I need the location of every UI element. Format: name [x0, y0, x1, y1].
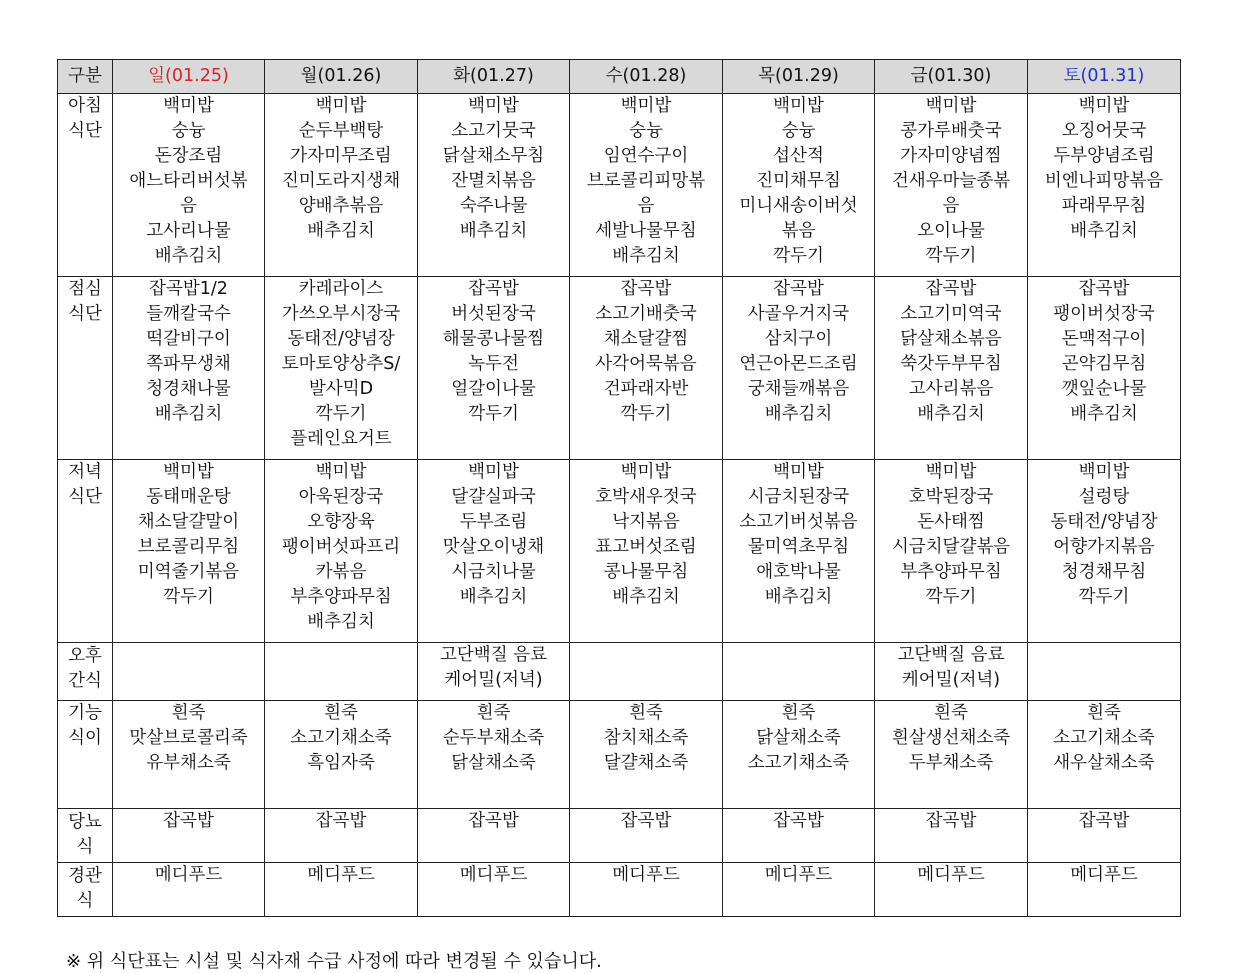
- menu-item: 고사리볶음: [908, 379, 994, 399]
- menu-cell-dinner-day2: [418, 460, 570, 643]
- menu-item: 백미밥: [773, 96, 824, 116]
- menu-item: 순두부백탕: [298, 121, 384, 141]
- menu-item: 섭산적: [773, 146, 824, 166]
- menu-item: 콩나물무침: [603, 562, 689, 582]
- menu-item: 가자미양념찜: [900, 146, 1002, 166]
- menu-item: 잡곡밥: [773, 279, 824, 299]
- menu-item: 해물콩나물찜: [442, 329, 545, 349]
- menu-cell-snack-day4: [723, 643, 875, 701]
- menu-item: 동태전/양념장: [1050, 512, 1158, 532]
- menu-item: 잡곡밥1/2: [149, 279, 228, 299]
- menu-cell-diab-day0: [113, 809, 265, 863]
- menu-item: 설렁탕: [1078, 487, 1130, 507]
- menu-item: 파래무무침: [1061, 196, 1147, 216]
- menu-item: 오징어뭇국: [1061, 121, 1147, 141]
- menu-item: 세발나물무침: [595, 221, 697, 241]
- menu-item: 깍두기: [468, 404, 519, 424]
- menu-item: 배추김치: [459, 587, 528, 607]
- row-label-snack: [58, 643, 113, 701]
- menu-item: 어향가지볶음: [1053, 537, 1155, 557]
- menu-cell-diab-day4: [723, 809, 875, 863]
- menu-item: 백미밥: [1078, 96, 1130, 116]
- menu-item: 잡곡밥: [620, 279, 672, 299]
- menu-item: 잡곡밥: [468, 279, 519, 299]
- menu-item: 잡곡밥: [925, 811, 977, 831]
- menu-item: 백미밥: [468, 96, 519, 116]
- menu-item: 깍두기: [315, 404, 367, 424]
- menu-item: 케어밀(저녁): [444, 670, 543, 690]
- menu-item: 소고기채소죽: [1053, 728, 1155, 748]
- menu-item: 흰죽: [324, 703, 358, 723]
- menu-cell-func-day4: [723, 701, 875, 809]
- menu-item: 동태매운탕: [146, 487, 231, 507]
- day-header-sat: 토(01.31): [1028, 60, 1181, 94]
- menu-cell-tube-day1: [265, 863, 418, 917]
- menu-item: 브로콜리피망볶: [586, 171, 706, 191]
- weekly-menu-table: [57, 59, 1181, 917]
- menu-cell-breakfast-day4: [723, 94, 875, 277]
- menu-item: 양배추볶음: [298, 196, 384, 216]
- menu-item: 물미역초무침: [747, 537, 850, 557]
- menu-cell-snack-day2: [418, 643, 570, 701]
- menu-item: 낙지볶음: [612, 512, 680, 532]
- menu-item: 사각어묵볶음: [595, 354, 697, 374]
- day-header-wed: 수(01.28): [570, 60, 723, 94]
- menu-item: 돈사태찜: [917, 512, 985, 532]
- menu-item: 미역줄기볶음: [137, 562, 240, 582]
- menu-cell-breakfast-day0: [113, 94, 265, 277]
- meal-row-tube: [58, 863, 1181, 917]
- menu-item: 음: [637, 196, 655, 216]
- menu-item: 숭늉: [629, 121, 663, 141]
- menu-item: 닭살채소죽: [756, 728, 841, 748]
- menu-item: 배추김치: [764, 404, 833, 424]
- menu-cell-lunch-day0: [113, 277, 265, 460]
- row-label-line: 간식: [68, 671, 102, 691]
- menu-cell-diab-day1: [265, 809, 418, 863]
- menu-cell-dinner-day3: [570, 460, 723, 643]
- menu-item: 소고기채소죽: [747, 753, 850, 773]
- menu-item: 소고기버섯볶음: [739, 512, 858, 532]
- menu-item: 닭살채소죽: [451, 753, 536, 773]
- menu-item: 잡곡밥: [1078, 279, 1130, 299]
- menu-item: 부추양파무침: [900, 562, 1002, 582]
- menu-item: 케어밀(저녁): [901, 670, 1001, 690]
- menu-item: 미니새송이버섯: [739, 196, 858, 216]
- menu-item: 메디푸드: [917, 865, 985, 885]
- menu-cell-diab-day2: [418, 809, 570, 863]
- menu-item: 두부조림: [459, 512, 528, 532]
- menu-item: 건파래자반: [603, 379, 689, 399]
- row-label-line: 식이: [68, 728, 102, 748]
- meal-row-breakfast: [58, 94, 1181, 277]
- menu-item: 녹두전: [468, 354, 519, 374]
- row-label-line: 아침: [68, 96, 102, 116]
- menu-item: 채소달걀찜: [603, 329, 689, 349]
- meal-row-snack: [58, 643, 1181, 701]
- menu-item: 건새우마늘종볶: [891, 171, 1011, 191]
- menu-item: 백미밥: [315, 96, 367, 116]
- menu-cell-lunch-day4: [723, 277, 875, 460]
- meal-row-diab: [58, 809, 1181, 863]
- menu-cell-tube-day2: [418, 863, 570, 917]
- menu-item: 배추김치: [1070, 404, 1138, 424]
- menu-item: 배추김치: [1070, 221, 1138, 241]
- menu-item: 잡곡밥: [773, 811, 824, 831]
- menu-cell-func-day2: [418, 701, 570, 809]
- menu-item: 팽이버섯파프리: [281, 537, 401, 557]
- row-label-line: 식단: [68, 121, 102, 141]
- menu-item: 두부양념조림: [1053, 146, 1155, 166]
- menu-item: 애느타리버섯볶: [129, 171, 248, 191]
- menu-cell-snack-day5: [875, 643, 1028, 701]
- menu-cell-func-day0: [113, 701, 265, 809]
- menu-item: 가쓰오부시장국: [281, 304, 401, 324]
- menu-cell-tube-day0: [113, 863, 265, 917]
- menu-item: 돈장조림: [154, 146, 223, 166]
- menu-cell-lunch-day3: [570, 277, 723, 460]
- menu-item: 백미밥: [620, 96, 672, 116]
- menu-item: 메디푸드: [764, 865, 833, 885]
- menu-item: 배추김치: [612, 587, 680, 607]
- menu-item: 들깨칼국수: [146, 304, 231, 324]
- menu-item: 비엔나피망볶음: [1044, 171, 1164, 191]
- row-label-func: [58, 701, 113, 809]
- menu-item: 깍두기: [773, 246, 824, 266]
- menu-item: 깻잎순나물: [1061, 379, 1147, 399]
- meal-row-func: [58, 701, 1181, 809]
- menu-item: 가자미무조림: [290, 146, 392, 166]
- menu-item: 잡곡밥: [620, 811, 672, 831]
- menu-item: 잡곡밥: [468, 811, 519, 831]
- day-header-thu: 목(01.29): [723, 60, 875, 94]
- menu-item: 브로콜리무침: [137, 537, 240, 557]
- menu-item: 깍두기: [925, 587, 977, 607]
- menu-item: 호박된장국: [908, 487, 994, 507]
- day-header-fri: 금(01.30): [875, 60, 1028, 94]
- menu-cell-tube-day5: [875, 863, 1028, 917]
- menu-item: 달걀채소죽: [603, 753, 689, 773]
- row-label-line: 기능: [68, 703, 102, 723]
- menu-item: 흰죽: [781, 703, 816, 723]
- menu-item: 닭살채소무침: [442, 146, 545, 166]
- menu-item: 배추김치: [307, 612, 375, 632]
- menu-item: 카레라이스: [298, 279, 384, 299]
- menu-item: 순두부채소죽: [442, 728, 545, 748]
- menu-item: 새우살채소죽: [1053, 753, 1155, 773]
- menu-item: 배추김치: [612, 246, 680, 266]
- menu-cell-lunch-day1: [265, 277, 418, 460]
- menu-item: 부추양파무침: [290, 587, 392, 607]
- menu-item: 흰죽: [171, 703, 206, 723]
- menu-item: 사골우거지국: [747, 304, 850, 324]
- menu-item: 궁채들깨볶음: [747, 379, 850, 399]
- menu-item: 백미밥: [773, 462, 824, 482]
- menu-item: 콩가루배춧국: [900, 121, 1002, 141]
- menu-item: 임연수구이: [603, 146, 689, 166]
- row-label-line: 식단: [68, 487, 102, 507]
- row-label-breakfast: [58, 94, 113, 277]
- menu-item: 배추김치: [307, 221, 375, 241]
- meal-row-lunch: [58, 277, 1181, 460]
- menu-cell-dinner-day6: [1028, 460, 1181, 643]
- footnote: ※ 위 식단표는 시설 및 식자재 수급 사정에 따라 변경될 수 있습니다.: [66, 951, 602, 972]
- menu-item: 떡갈비구이: [146, 329, 231, 349]
- menu-item: 흑임자죽: [307, 753, 375, 773]
- menu-item: 플레인요거트: [290, 429, 392, 449]
- menu-item: 흰죽: [476, 703, 511, 723]
- menu-item: 잡곡밥: [163, 811, 214, 831]
- menu-item: 버섯된장국: [451, 304, 536, 324]
- menu-item: 음: [942, 196, 960, 216]
- menu-item: 메디푸드: [154, 865, 223, 885]
- menu-cell-func-day5: [875, 701, 1028, 809]
- menu-item: 배추김치: [154, 246, 223, 266]
- menu-item: 숭늉: [171, 121, 206, 141]
- row-label-line: 경관: [68, 866, 102, 886]
- menu-item: 흰죽: [629, 703, 663, 723]
- menu-cell-diab-day6: [1028, 809, 1181, 863]
- menu-item: 소고기채소죽: [290, 728, 392, 748]
- menu-item: 흰죽: [1087, 703, 1121, 723]
- menu-item: 곤약김무침: [1061, 354, 1147, 374]
- row-label-line: 점심: [68, 279, 102, 299]
- menu-cell-dinner-day1: [265, 460, 418, 643]
- menu-cell-breakfast-day3: [570, 94, 723, 277]
- menu-item: 참치채소죽: [603, 728, 689, 748]
- menu-cell-func-day6: [1028, 701, 1181, 809]
- menu-item: 발사믹D: [308, 379, 374, 399]
- menu-item: 표고버섯조림: [595, 537, 697, 557]
- menu-item: 달걀실파국: [451, 487, 536, 507]
- menu-item: 진미도라지생채: [281, 171, 401, 191]
- menu-cell-dinner-day5: [875, 460, 1028, 643]
- menu-item: 쑥갓두부무침: [900, 354, 1002, 374]
- menu-item: 맛살브로콜리죽: [129, 728, 248, 748]
- menu-item: 배추김치: [764, 587, 833, 607]
- menu-item: 쪽파무생채: [146, 354, 231, 374]
- row-label-line: 저녁: [68, 462, 102, 482]
- row-label-line: 식: [76, 837, 94, 857]
- menu-item: 유부채소죽: [146, 753, 231, 773]
- menu-item: 배추김치: [917, 404, 985, 424]
- menu-item: 맛살오이냉채: [442, 537, 545, 557]
- menu-item: 볶음: [781, 221, 816, 241]
- menu-cell-breakfast-day2: [418, 94, 570, 277]
- menu-item: 얼갈이나물: [451, 379, 536, 399]
- menu-item: 청경채나물: [146, 379, 231, 399]
- menu-item: 백미밥: [163, 96, 214, 116]
- menu-cell-tube-day6: [1028, 863, 1181, 917]
- menu-item: 백미밥: [163, 462, 214, 482]
- menu-item: 고단백질 음료: [440, 645, 547, 665]
- menu-item: 시금치나물: [451, 562, 536, 582]
- menu-item: 백미밥: [925, 462, 977, 482]
- row-label-line: 식단: [68, 304, 102, 324]
- row-label-tube: [58, 863, 113, 917]
- menu-item: 채소달걀말이: [137, 512, 240, 532]
- menu-item: 소고기뭇국: [451, 121, 536, 141]
- menu-item: 배추김치: [154, 404, 223, 424]
- menu-item: 흰죽: [934, 703, 968, 723]
- menu-item: 음: [180, 196, 197, 216]
- menu-cell-snack-day3: [570, 643, 723, 701]
- menu-cell-lunch-day6: [1028, 277, 1181, 460]
- menu-cell-snack-day0: [113, 643, 265, 701]
- menu-item: 돈맥적구이: [1061, 329, 1147, 349]
- menu-item: 시금치된장국: [747, 487, 850, 507]
- row-label-line: 식: [76, 891, 94, 911]
- row-label-dinner: [58, 460, 113, 643]
- menu-item: 백미밥: [1078, 462, 1130, 482]
- menu-cell-lunch-day5: [875, 277, 1028, 460]
- menu-item: 메디푸드: [307, 865, 375, 885]
- menu-item: 연근아몬드조림: [739, 354, 858, 374]
- menu-cell-dinner-day4: [723, 460, 875, 643]
- menu-item: 오이나물: [917, 221, 985, 241]
- menu-item: 고사리나물: [146, 221, 231, 241]
- corner-label: 구분: [58, 60, 113, 94]
- menu-cell-breakfast-day1: [265, 94, 418, 277]
- menu-item: 잡곡밥: [315, 811, 367, 831]
- menu-item: 흰살생선채소죽: [891, 728, 1011, 748]
- menu-item: 배추김치: [459, 221, 528, 241]
- menu-item: 소고기배춧국: [595, 304, 697, 324]
- menu-item: 숭늉: [781, 121, 816, 141]
- menu-item: 깍두기: [163, 587, 214, 607]
- menu-item: 고단백질 음료: [897, 645, 1005, 665]
- menu-cell-tube-day4: [723, 863, 875, 917]
- day-header-mon: 월(01.26): [265, 60, 418, 94]
- menu-item: 백미밥: [620, 462, 672, 482]
- meal-row-dinner: [58, 460, 1181, 643]
- menu-item: 진미채무침: [756, 171, 841, 191]
- menu-item: 깍두기: [925, 246, 977, 266]
- menu-item: 깍두기: [1078, 587, 1130, 607]
- row-label-line: 당뇨: [68, 812, 102, 832]
- row-label-line: 오후: [68, 646, 102, 666]
- day-header-tue: 화(01.27): [418, 60, 570, 94]
- menu-cell-diab-day5: [875, 809, 1028, 863]
- menu-item: 애호박나물: [756, 562, 841, 582]
- menu-item: 삼치구이: [764, 329, 833, 349]
- menu-item: 토마토양상추S/: [281, 354, 401, 374]
- menu-cell-diab-day3: [570, 809, 723, 863]
- row-label-lunch: [58, 277, 113, 460]
- menu-item: 깍두기: [620, 404, 672, 424]
- menu-cell-dinner-day0: [113, 460, 265, 643]
- menu-item: 호박새우젓국: [595, 487, 697, 507]
- menu-item: 오향장육: [307, 512, 375, 532]
- menu-cell-snack-day1: [265, 643, 418, 701]
- menu-cell-snack-day6: [1028, 643, 1181, 701]
- menu-cell-lunch-day2: [418, 277, 570, 460]
- menu-item: 아욱된장국: [298, 487, 384, 507]
- menu-item: 카볶음: [315, 562, 367, 582]
- menu-item: 동태전/양념장: [287, 329, 395, 349]
- menu-cell-breakfast-day5: [875, 94, 1028, 277]
- menu-cell-func-day1: [265, 701, 418, 809]
- menu-item: 소고기미역국: [900, 304, 1002, 324]
- menu-item: 메디푸드: [459, 865, 528, 885]
- menu-item: 메디푸드: [612, 865, 680, 885]
- menu-item: 숙주나물: [459, 196, 528, 216]
- header-row: [58, 60, 1181, 94]
- menu-item: 백미밥: [468, 462, 519, 482]
- menu-item: 잔멸치볶음: [451, 171, 536, 191]
- menu-item: 닭살채소볶음: [900, 329, 1002, 349]
- menu-item: 백미밥: [925, 96, 977, 116]
- menu-item: 두부채소죽: [908, 753, 994, 773]
- menu-item: 시금치달걀볶음: [891, 537, 1011, 557]
- menu-item: 팽이버섯장국: [1053, 304, 1155, 324]
- row-label-diab: [58, 809, 113, 863]
- day-header-sun: 일(01.25): [113, 60, 265, 94]
- menu-cell-breakfast-day6: [1028, 94, 1181, 277]
- menu-body: [58, 94, 1181, 917]
- menu-item: 백미밥: [315, 462, 367, 482]
- menu-item: 잡곡밥: [1078, 811, 1130, 831]
- menu-item: 잡곡밥: [925, 279, 977, 299]
- menu-cell-tube-day3: [570, 863, 723, 917]
- menu-item: 청경채무침: [1061, 562, 1147, 582]
- menu-item: 메디푸드: [1070, 865, 1138, 885]
- menu-cell-func-day3: [570, 701, 723, 809]
